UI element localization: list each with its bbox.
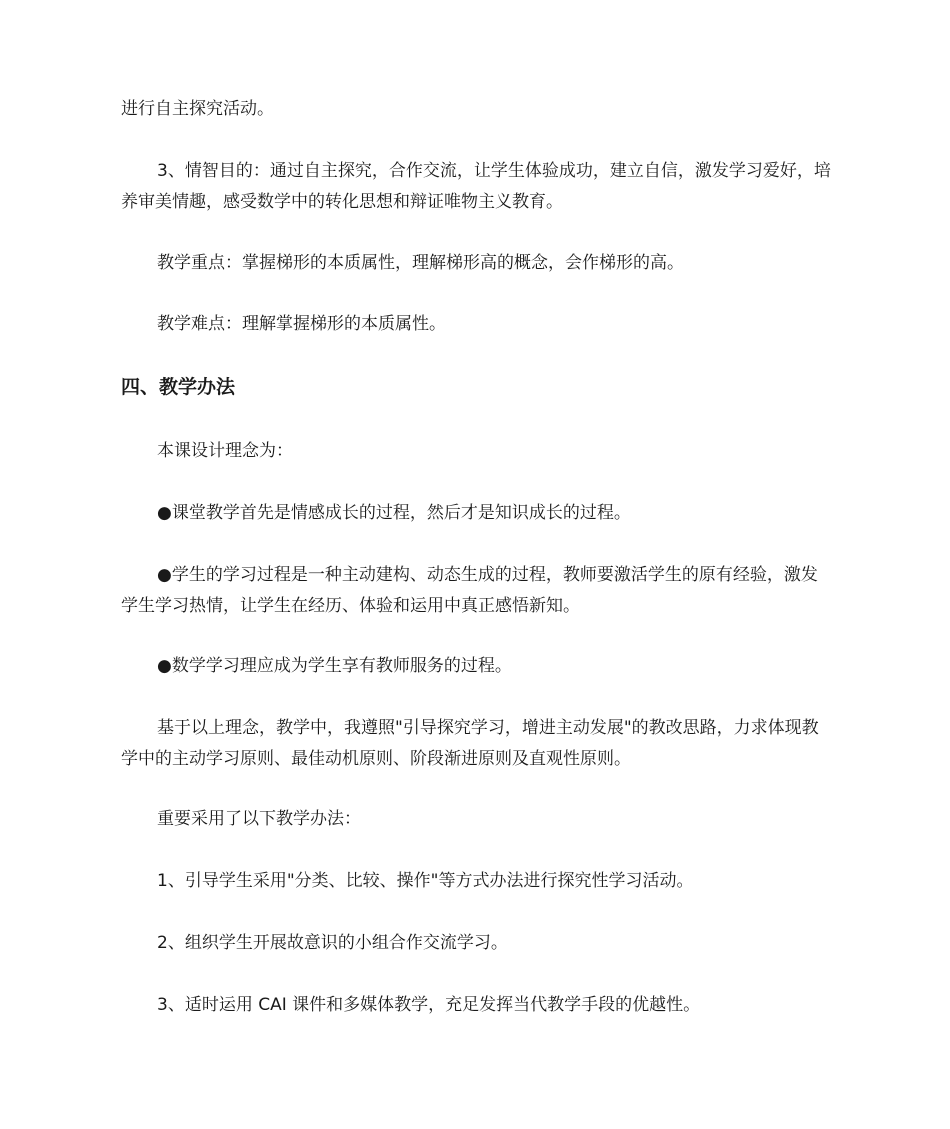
paragraph-teaching-difficulty: 教学难点：理解掌握梯形的本质属性。 (157, 314, 446, 334)
paragraph-based-on-concepts: 基于以上理念，教学中，我遵照"引导探究学习，增进主动发展"的教改思路，力求体现教学中的主动学习原则、最佳动机原则、阶段渐进原则及直观性原则。 (121, 718, 819, 769)
bullet-item-learning-process: ●学生的学习过程是一种主动建构、动态生成的过程，教师要激活学生的原有经验，激发学生学习热情，让学生在经历、体验和运用中真正感悟新知。 (121, 565, 818, 616)
list-item-method-1: 1、引导学生采用"分类、比较、操作"等方式办法进行探究性学习活动。 (157, 871, 694, 891)
section-heading-teaching-methods: 四、教学办法 (121, 376, 236, 398)
list-item-method-3: 3、适时运用 CAI 课件和多媒体教学，充足发挥当代教学手段的优越性。 (157, 995, 701, 1015)
paragraph-methods-intro: 重要采用了以下教学办法： (157, 809, 361, 829)
list-item-method-2: 2、组织学生开展故意识的小组合作交流学习。 (157, 933, 508, 953)
paragraph-teaching-focus: 教学重点：掌握梯形的本质属性，理解梯形高的概念，会作梯形的高。 (157, 253, 684, 273)
bullet-item-teacher-service: ●数学学习理应成为学生享有教师服务的过程。 (157, 656, 512, 676)
paragraph-emotional-goal: 3、情智目的：通过自主探究，合作交流，让学生体验成功，建立自信，激发学习爱好，培养审美情趣，感受数学中的转化思想和辩证唯物主义教育。 (121, 161, 831, 212)
paragraph-continuation: 进行自主探究活动。 (121, 99, 274, 119)
paragraph-design-concept-intro: 本课设计理念为： (157, 441, 293, 461)
bullet-item-emotional-growth: ●课堂教学首先是情感成长的过程，然后才是知识成长的过程。 (157, 503, 631, 523)
